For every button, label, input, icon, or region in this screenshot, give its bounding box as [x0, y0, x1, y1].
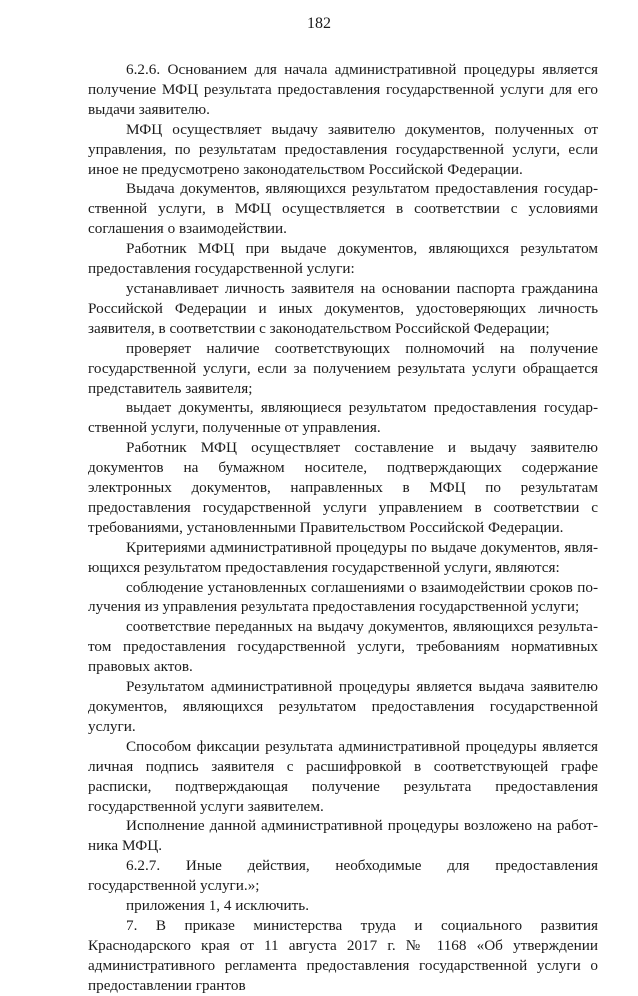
page-number: 182 [307, 15, 331, 32]
document-text [88, 60, 598, 996]
paragraph-criteria-compliance: соответствие переданных на выдачу документов, являющихся результатом предоставления государственной услуги, требованиям нормативных правовых актов. [88, 618, 598, 676]
paragraph-6-2-7: 6.2.7. Иные действия, необходимые для предоставления государственной услуги.»; [88, 857, 598, 895]
paragraph-criteria-terms: соблюдение установленных соглашениями о взаимодействии сроков получения из управления результата предоставления государственной услуги; [88, 578, 598, 616]
paragraph-check-authority: проверяет наличие соответствующих полномочий на получение государственной услуги, если за получением результата услуги обращается представитель заявителя; [88, 339, 598, 397]
paragraph-worker-duties: Работник МФЦ при выдаче документов, являющихся результатом предоставления государственной услуги: [88, 240, 598, 278]
paragraph-issue-documents: выдает документы, являющиеся результатом предоставления государственной услуги, полученные от управления. [88, 399, 598, 437]
paragraph-mfc-issue: МФЦ осуществляет выдачу заявителю документов, полученных от управления, по результатам предоставления государственной услуги, если иное не предусмотрено законодательством Российской Федерации. [88, 120, 598, 178]
paragraph-appendices: приложения 1, 4 исключить. [126, 897, 310, 915]
paragraph-issue-agreement: Выдача документов, являющихся результатом предоставления государственной услуги, в МФЦ осуществляется в соответствии с условиями соглашения о взаимодействии. [88, 180, 598, 238]
paragraph-result: Результатом административной процедуры является выдача заявителю документов, являющихся результатом предоставления государственной услуги. [88, 678, 598, 735]
paragraph-6-2-6: 6.2.6. Основанием для начала административной процедуры является получение МФЦ результата предоставления государственной услуги для его выдачи заявителю. [88, 61, 598, 118]
paragraph-item-7: 7. В приказе министерства труда и социального развития Краснодарского края от 11 августа 2017 г. № 1168 «Об утверждении административного регламента предоставления государственной услуги о предоставлении грантов [88, 916, 598, 994]
paragraph-criteria: Критериями административной процедуры по выдаче документов, являющихся результатом предоставления государственной услуги, являются: [88, 538, 598, 576]
paragraph-executor: Исполнение данной административной процедуры возложено на работника МФЦ. [88, 817, 598, 855]
paragraph-paper-copies: Работник МФЦ осуществляет составление и выдачу заявителю документов на бумажном носителе, подтверждающих содержание электронных документов, направленных в МФЦ по результатам предоставления государственной услуги управлением в соответствии с требованиями, установленными Правительством Российской Федерации. [88, 439, 598, 536]
paragraph-fixation: Способом фиксации результата административной процедуры является личная подпись заявителя с расшифровкой в соответствующей графе расписки, подтверждающая получение результата предоставления государственной услуги заявителем. [88, 737, 598, 815]
paragraph-identify-applicant: устанавливает личность заявителя на основании паспорта гражданина Российской Федерации и иных документов, удостоверяющих личность заявителя, в соответствии с законодательством Российской Федерации; [88, 279, 598, 337]
